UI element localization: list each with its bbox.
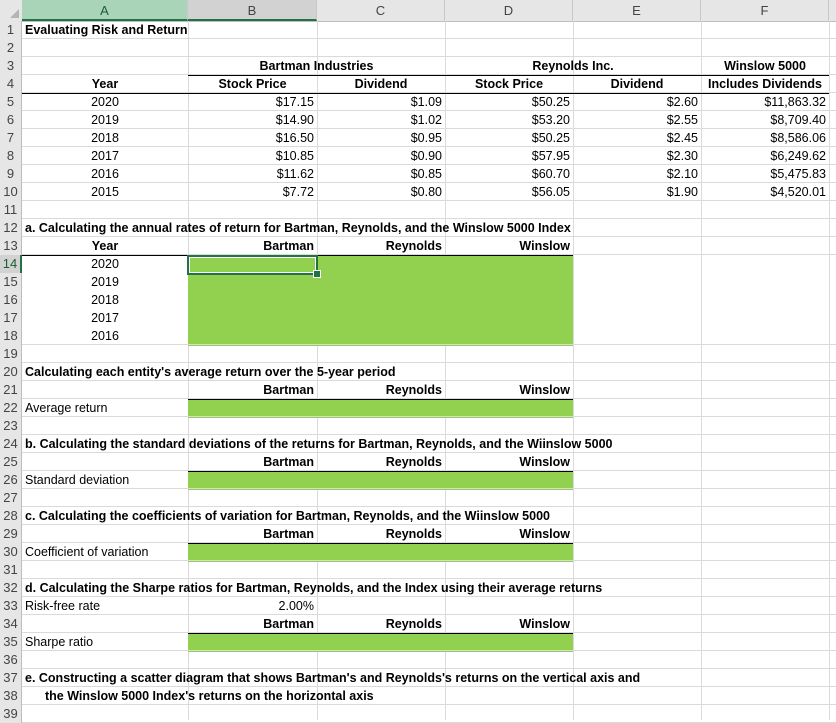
sheet-row-12 [0, 219, 836, 237]
row-header[interactable]: 17 [0, 309, 22, 327]
sharpe-bartman-header: Bartman [263, 617, 314, 631]
cv-label: Coefficient of variation [25, 545, 149, 559]
data-row [0, 147, 836, 165]
column-header-bar [0, 0, 836, 22]
row-header[interactable]: 14 [0, 255, 22, 273]
reynolds-dividend-cell[interactable]: $2.60 [666, 95, 698, 109]
sharpe-winslow-header: Winslow [519, 617, 570, 631]
row-header[interactable]: 2 [0, 39, 22, 57]
row-header[interactable]: 21 [0, 381, 22, 399]
row-header[interactable]: 31 [0, 561, 22, 579]
row-header[interactable]: 4 [0, 75, 22, 93]
row-header[interactable]: 27 [0, 489, 22, 507]
bartman-price-cell[interactable]: $16.50 [275, 131, 314, 145]
reynolds-dividend-cell[interactable]: $1.90 [666, 185, 698, 199]
sd-bartman-header: Bartman [263, 455, 314, 469]
cv-winslow-header: Winslow [519, 527, 570, 541]
winslow-value-cell[interactable]: $8,586.06 [770, 131, 826, 145]
sharpe-reynolds-header: Reynolds [385, 617, 442, 631]
row-header[interactable]: 25 [0, 453, 22, 471]
winslow-value-cell[interactable]: $11,863.32 [764, 95, 826, 109]
sheet-row-33 [0, 597, 836, 615]
row-header[interactable]: 35 [0, 633, 22, 651]
bartman-price-cell[interactable]: $17.15 [275, 95, 314, 109]
sheet-row-3 [0, 57, 836, 75]
bartman-dividend-cell[interactable]: $0.85 [410, 167, 442, 181]
year-cell[interactable]: 2017 [91, 149, 119, 163]
row-header[interactable]: 20 [0, 363, 22, 381]
reynolds-dividend-cell[interactable]: $2.30 [666, 149, 698, 163]
sheet-row-28 [0, 507, 836, 525]
returns-year-cell: 2019 [91, 275, 119, 289]
sheet-row-26 [0, 471, 836, 489]
sheet-row-35 [0, 633, 836, 651]
sheet-row-30 [0, 543, 836, 561]
row-header[interactable]: 38 [0, 687, 22, 705]
year-cell[interactable]: 2019 [91, 113, 119, 127]
section-a-title: a. Calculating the annual rates of return for Bartman, Reynolds, and the Winslow 5000 Index [25, 221, 571, 235]
sheet-row-2 [0, 39, 836, 57]
bartman-dividend-cell[interactable]: $0.80 [410, 185, 442, 199]
sheet-row-24 [0, 435, 836, 453]
bartman-price-cell[interactable]: $11.62 [276, 167, 314, 181]
section-b-title: b. Calculating the standard deviations of the returns for Bartman, Reynolds, and the Wiinslow 5000 [25, 437, 613, 451]
section-c-title: c. Calculating the coefficients of variation for Bartman, Reynolds, and the Wiinslow 5000 [25, 509, 550, 523]
returns-row [0, 291, 836, 309]
fill-handle[interactable] [313, 270, 321, 278]
returns-year-cell: 2016 [91, 329, 119, 343]
section-avg-title: Calculating each entity's average return over the 5-year period [25, 365, 396, 379]
reynolds-dividend-cell[interactable]: $2.55 [666, 113, 698, 127]
returns-year-header: Year [91, 239, 119, 253]
average-return-label: Average return [25, 401, 108, 415]
returns-row [0, 327, 836, 345]
sheet-row-19 [0, 345, 836, 363]
returns-row [0, 273, 836, 291]
row-header[interactable]: 18 [0, 327, 22, 345]
returns-year-cell: 2020 [91, 257, 119, 271]
winslow-value-cell[interactable]: $5,475.83 [770, 167, 826, 181]
sheet-row-13 [0, 237, 836, 255]
row-header[interactable]: 1 [0, 21, 22, 39]
returns-bartman-header: Bartman [263, 239, 314, 253]
bartman-dividend-cell[interactable]: $0.95 [410, 131, 442, 145]
row-header[interactable]: 13 [0, 237, 22, 255]
avg-bartman-header: Bartman [263, 383, 314, 397]
row-header[interactable]: 9 [0, 165, 22, 183]
risk-free-label: Risk-free rate [25, 599, 101, 613]
row-header[interactable]: 15 [0, 273, 22, 291]
data-row [0, 165, 836, 183]
row-header[interactable]: 5 [0, 93, 22, 111]
sheet-row-21 [0, 381, 836, 399]
section-e-title-line2: the Winslow 5000 Index's returns on the horizontal axis [45, 689, 374, 703]
reynolds-price-cell[interactable]: $57.95 [531, 149, 570, 163]
data-row [0, 183, 836, 201]
reynolds-price-cell[interactable]: $60.70 [531, 167, 570, 181]
sheet-row-39 [0, 705, 836, 723]
sheet-row-1 [0, 21, 836, 39]
winslow-value-cell[interactable]: $6,249.62 [770, 149, 826, 163]
reynolds-price-cell[interactable]: $50.25 [531, 131, 570, 145]
reynolds-dividend-cell[interactable]: $2.10 [666, 167, 698, 181]
column-header-f[interactable]: F [701, 0, 829, 21]
bartman-dividend-cell[interactable]: $1.09 [410, 95, 442, 109]
row-header[interactable]: 26 [0, 471, 22, 489]
section-d-title: d. Calculating the Sharpe ratios for Bartman, Reynolds, and the Index using their average returns [25, 581, 603, 595]
year-cell[interactable]: 2018 [91, 131, 119, 145]
year-cell[interactable]: 2016 [91, 167, 119, 181]
section-e-title-line1: e. Constructing a scatter diagram that shows Bartman's and Reynolds's returns on the vertical axis and [25, 671, 641, 685]
sheet-row-32 [0, 579, 836, 597]
reynolds-price-header: Stock Price [474, 77, 544, 91]
sheet-row-31 [0, 561, 836, 579]
row-header[interactable]: 8 [0, 147, 22, 165]
winslow-value-cell[interactable]: $8,709.40 [770, 113, 826, 127]
reynolds-dividend-cell[interactable]: $2.45 [666, 131, 698, 145]
row-header[interactable]: 12 [0, 219, 22, 237]
row-header[interactable]: 3 [0, 57, 22, 75]
sheet-row-25 [0, 453, 836, 471]
reynolds-group-header: Reynolds Inc. [532, 59, 614, 73]
sd-reynolds-header: Reynolds [385, 455, 442, 469]
row-header[interactable]: 16 [0, 291, 22, 309]
returns-winslow-header: Winslow [519, 239, 570, 253]
returns-row [0, 255, 836, 273]
reynolds-dividend-header: Dividend [610, 77, 664, 91]
sheet-row-38 [0, 687, 836, 705]
sd-winslow-header: Winslow [519, 455, 570, 469]
column-header-e[interactable]: E [573, 0, 701, 21]
row-header[interactable]: 28 [0, 507, 22, 525]
column-header-a[interactable]: A [22, 0, 188, 21]
row-header[interactable]: 24 [0, 435, 22, 453]
row-header[interactable]: 39 [0, 705, 22, 723]
reynolds-price-cell[interactable]: $56.05 [531, 185, 570, 199]
avg-winslow-header: Winslow [519, 383, 570, 397]
cv-bartman-header: Bartman [263, 527, 314, 541]
row-header[interactable]: 37 [0, 669, 22, 687]
active-cell-b14[interactable] [187, 255, 318, 275]
bartman-price-cell[interactable]: $7.72 [282, 185, 314, 199]
year-cell[interactable]: 2020 [91, 95, 119, 109]
row-header[interactable]: 6 [0, 111, 22, 129]
row-header[interactable]: 23 [0, 417, 22, 435]
sheet-row-37 [0, 669, 836, 687]
std-dev-label: Standard deviation [25, 473, 130, 487]
returns-row [0, 309, 836, 327]
risk-free-value[interactable]: 2.00% [278, 599, 314, 613]
cv-reynolds-header: Reynolds [385, 527, 442, 541]
sheet-row-34 [0, 615, 836, 633]
row-header[interactable]: 36 [0, 651, 22, 669]
reynolds-price-cell[interactable]: $50.25 [531, 95, 570, 109]
row-header[interactable]: 11 [0, 201, 22, 219]
bartman-price-cell[interactable]: $14.90 [275, 113, 314, 127]
bartman-dividend-cell[interactable]: $1.02 [410, 113, 442, 127]
select-all-button[interactable] [0, 0, 23, 21]
column-header-b[interactable]: B [188, 0, 317, 21]
row-header[interactable]: 34 [0, 615, 22, 633]
bartman-group-header: Bartman Industries [259, 59, 374, 73]
year-header: Year [91, 77, 119, 91]
sheet-row-22 [0, 399, 836, 417]
sheet-row-20 [0, 363, 836, 381]
winslow-group-header: Winslow 5000 [724, 59, 806, 73]
sheet-row-23 [0, 417, 836, 435]
row-header[interactable]: 30 [0, 543, 22, 561]
bartman-dividend-header: Dividend [354, 77, 408, 91]
column-header-c[interactable]: C [317, 0, 445, 21]
data-row [0, 129, 836, 147]
sheet-row-29 [0, 525, 836, 543]
sheet-row-4 [0, 75, 836, 93]
bartman-price-cell[interactable]: $10.85 [275, 149, 314, 163]
bartman-price-header: Stock Price [218, 77, 287, 91]
column-header-d[interactable]: D [445, 0, 573, 21]
sheet-row-11 [0, 201, 836, 219]
sharpe-label: Sharpe ratio [25, 635, 94, 649]
sheet-title: Evaluating Risk and Return [25, 23, 188, 37]
row-header[interactable]: 33 [0, 597, 22, 615]
returns-reynolds-header: Reynolds [385, 239, 442, 253]
row-header[interactable]: 32 [0, 579, 22, 597]
data-row [0, 111, 836, 129]
bartman-dividend-cell[interactable]: $0.90 [410, 149, 442, 163]
sheet-row-36 [0, 651, 836, 669]
year-cell[interactable]: 2015 [91, 185, 119, 199]
row-header[interactable]: 7 [0, 129, 22, 147]
row-header[interactable]: 29 [0, 525, 22, 543]
row-header[interactable]: 10 [0, 183, 22, 201]
row-header[interactable]: 22 [0, 399, 22, 417]
sheet-row-27 [0, 489, 836, 507]
data-row [0, 93, 836, 111]
avg-reynolds-header: Reynolds [385, 383, 442, 397]
reynolds-price-cell[interactable]: $53.20 [531, 113, 570, 127]
winslow-sub-header: Includes Dividends [708, 77, 822, 91]
row-header[interactable]: 19 [0, 345, 22, 363]
winslow-value-cell[interactable]: $4,520.01 [770, 185, 826, 199]
returns-year-cell: 2017 [91, 311, 119, 325]
returns-year-cell: 2018 [91, 293, 119, 307]
